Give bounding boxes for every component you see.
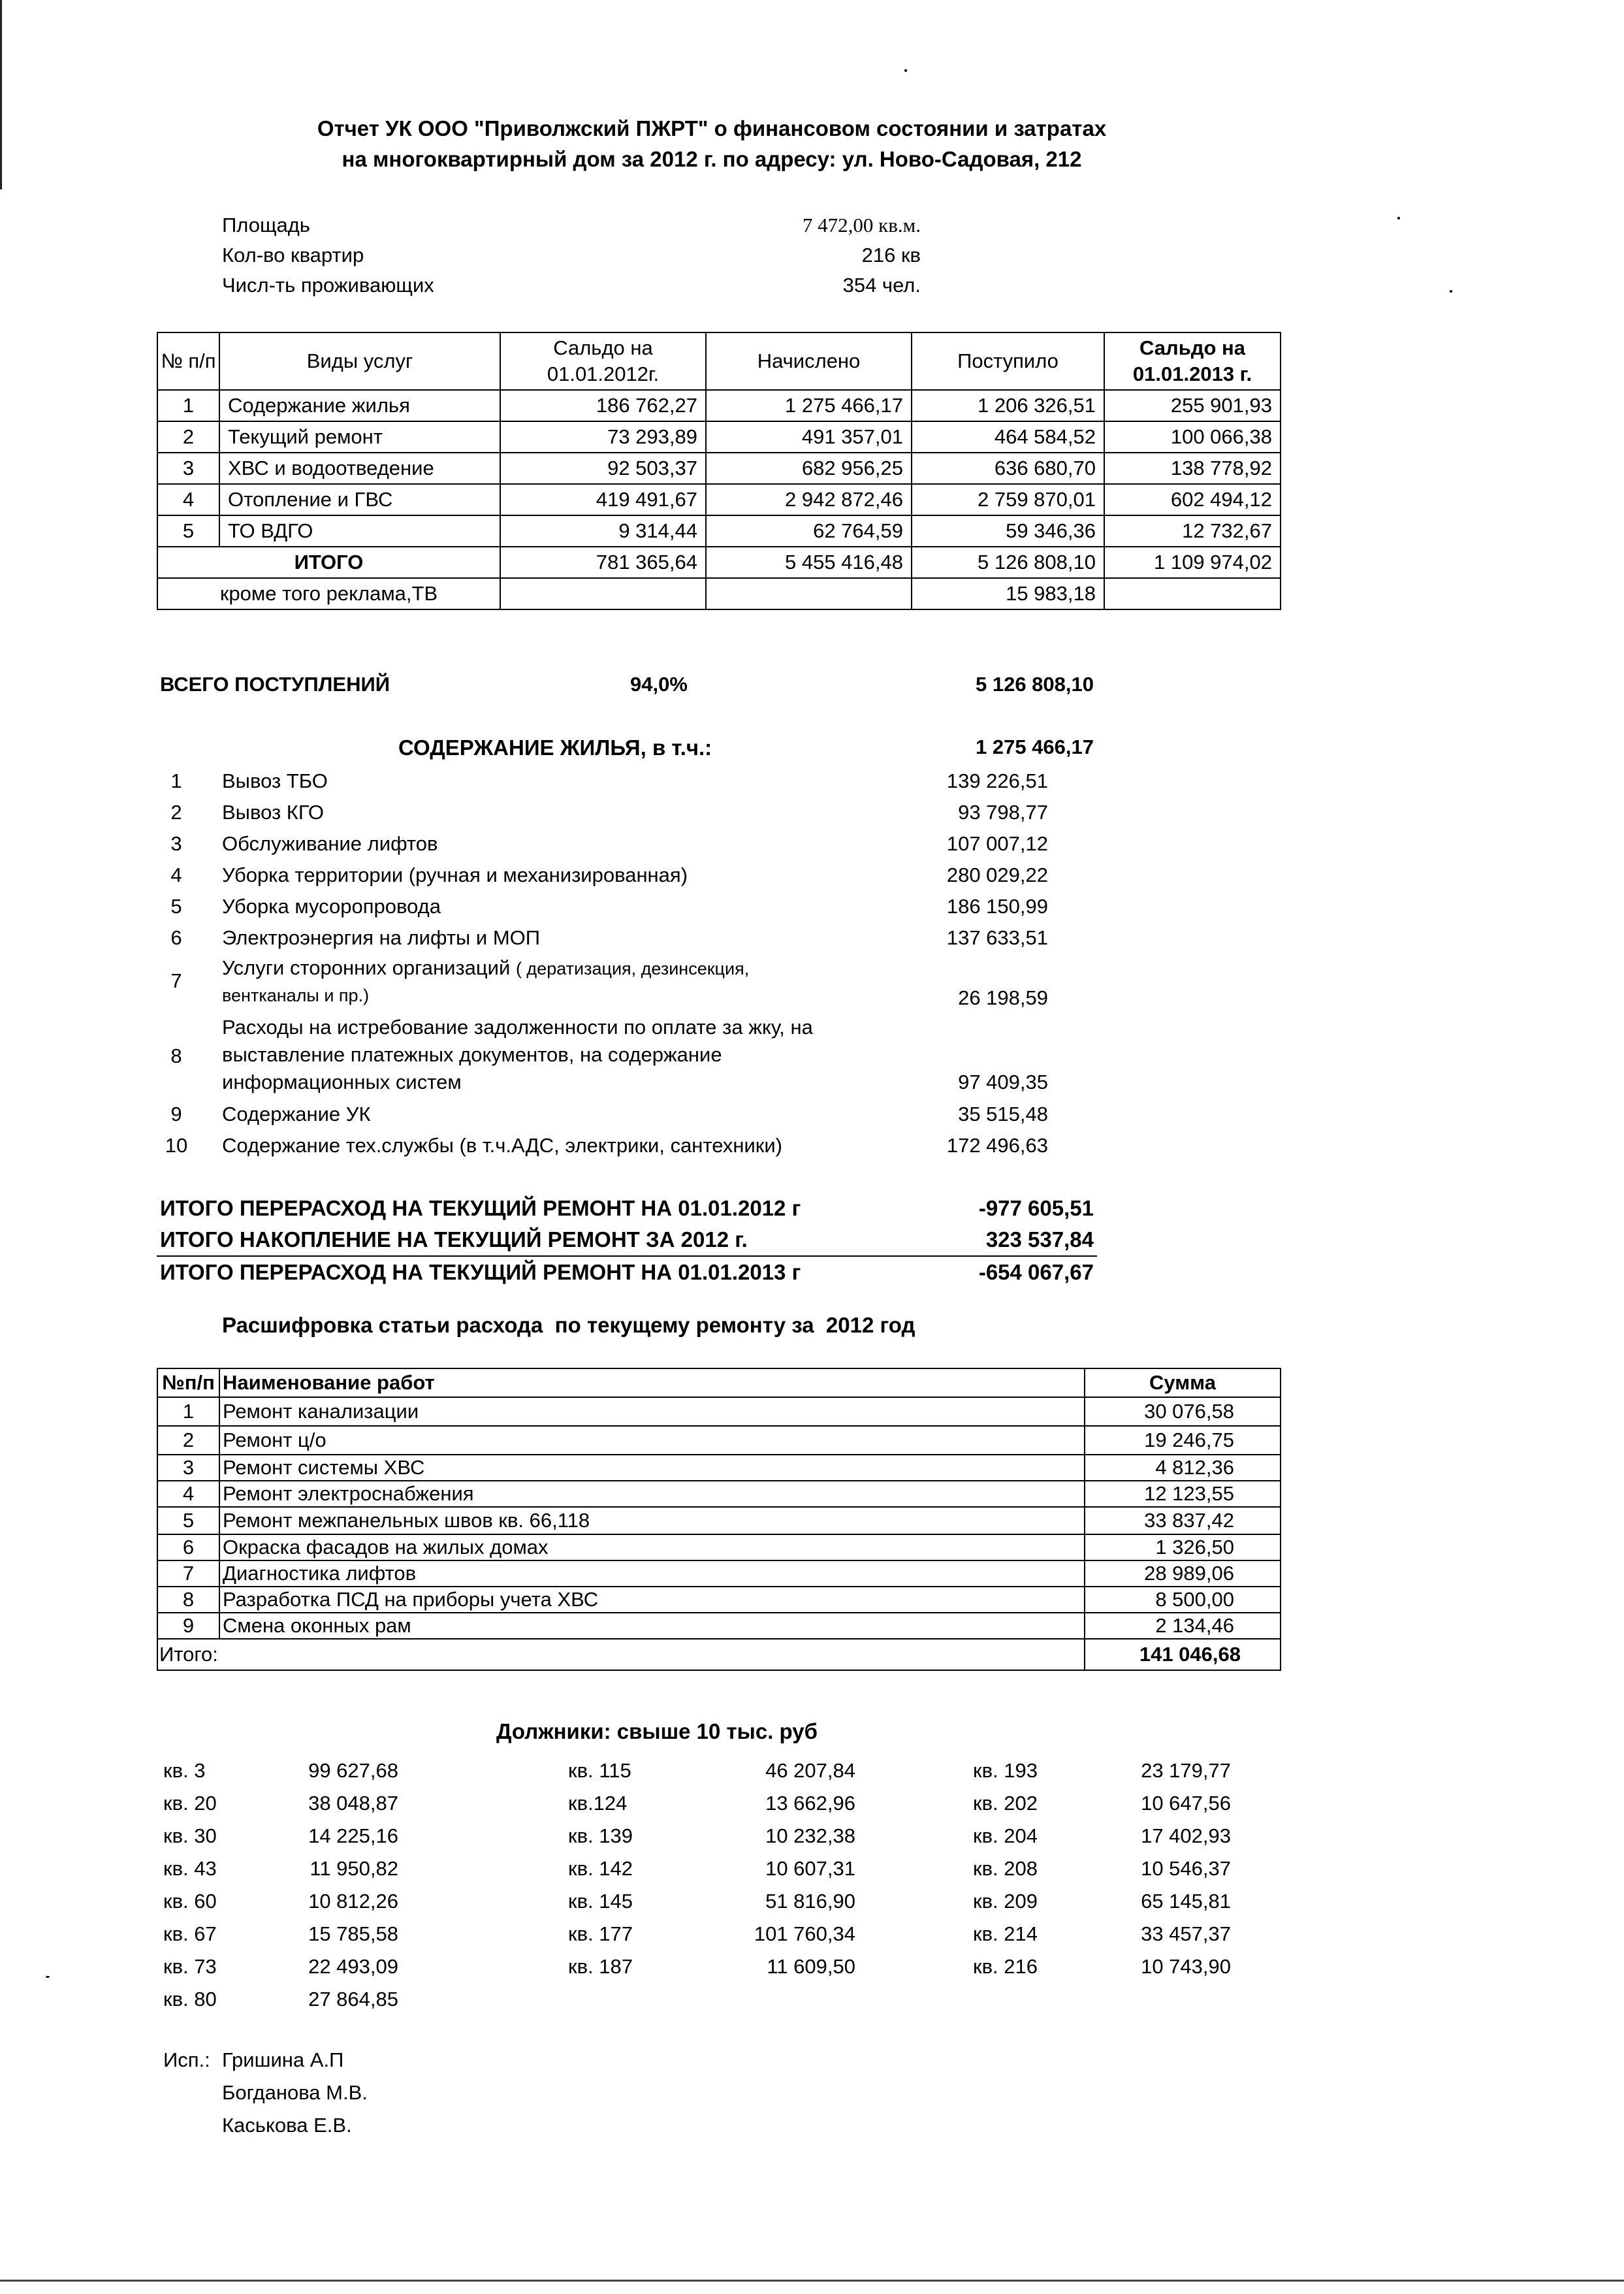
debtor-row <box>973 1787 1231 1820</box>
executor-name: Гришина А.П <box>222 2048 344 2071</box>
debtor-row <box>973 1918 1231 1950</box>
debtor-amount: 22 493,09 <box>308 1955 398 1978</box>
table-header-row <box>157 1368 1281 1397</box>
item-text: Вывоз ТБО <box>222 769 328 792</box>
work-name: Окраска фасадов на жилых домах <box>219 1534 1085 1560</box>
item-text-line-2: выставление платежных документов, на содержание <box>222 1043 722 1066</box>
debtor-amount: 99 627,68 <box>308 1759 398 1782</box>
repairs-title: Расшифровка статьи расхода по текущему ремонту за 2012 год <box>222 1313 915 1337</box>
header-cell: Сальдо на 01.01.2012г. <box>500 332 706 390</box>
debtor-apartment: кв. 60 <box>163 1890 217 1913</box>
list-item <box>160 1099 1094 1130</box>
work-sum: 8 500,00 <box>1085 1587 1281 1613</box>
item-value: 97 409,35 <box>958 1071 1048 1093</box>
table-row <box>157 1481 1281 1507</box>
scan-bottom-line <box>0 2280 1624 2282</box>
debtor-apartment: кв. 43 <box>163 1857 217 1880</box>
info-label: Числ-ть проживающих <box>222 274 434 297</box>
debtor-amount: 101 760,34 <box>754 1922 855 1945</box>
maintenance-title: СОДЕРЖАНИЕ ЖИЛЬЯ, в т.ч.: <box>398 735 712 760</box>
row-number: 4 <box>157 1481 219 1507</box>
info-label: Кол-во квартир <box>222 244 364 267</box>
table-cell: 1 206 326,51 <box>912 390 1104 421</box>
row-number: 9 <box>157 1613 219 1639</box>
header-cell: Сальдо на 01.01.2013 г. <box>1104 332 1281 390</box>
table-cell: 682 956,25 <box>706 453 912 484</box>
debtor-row <box>973 1885 1231 1918</box>
debtor-apartment: кв. 214 <box>973 1922 1038 1945</box>
debtor-amount: 10 546,37 <box>1141 1857 1231 1880</box>
item-value: 172 496,63 <box>946 1134 1048 1157</box>
list-item <box>160 954 1094 1014</box>
debtor-row <box>163 1918 398 1950</box>
list-item <box>160 828 1094 860</box>
executor-name: Богданова М.В. <box>222 2081 368 2104</box>
debtor-amount: 10 743,90 <box>1141 1955 1231 1978</box>
table-row <box>157 421 1281 453</box>
debtor-amount: 10 232,38 <box>765 1824 855 1847</box>
report-title-line-1: Отчет УК ООО "Приволжский ПЖРТ" о финансовом состоянии и затратах <box>317 116 1107 140</box>
item-value: 35 515,48 <box>958 1103 1048 1125</box>
list-item <box>160 766 1094 797</box>
table-cell: 138 778,92 <box>1104 453 1281 484</box>
table-cell: 636 680,70 <box>912 453 1104 484</box>
table-row <box>157 1534 1281 1560</box>
total-value: 141 046,68 <box>1085 1639 1281 1670</box>
table-row <box>157 1587 1281 1613</box>
table-cell: 464 584,52 <box>912 421 1104 453</box>
debtor-apartment: кв.124 <box>568 1792 628 1815</box>
service-name: Содержание жилья <box>219 390 500 421</box>
table-cell: 781 365,64 <box>500 547 706 578</box>
debtor-amount: 11 609,50 <box>767 1955 855 1978</box>
services-table <box>157 332 1281 610</box>
row-number: 1 <box>157 1397 219 1426</box>
debtor-amount: 38 048,87 <box>308 1792 398 1815</box>
debtor-row <box>973 1820 1231 1852</box>
scan-speck <box>46 1976 50 1978</box>
table-cell: 186 762,27 <box>500 390 706 421</box>
debtor-row <box>973 1852 1231 1885</box>
table-total-row <box>157 1639 1281 1670</box>
debtor-row <box>973 1754 1231 1787</box>
debtor-apartment: кв. 204 <box>973 1824 1038 1847</box>
table-cell: 59 346,36 <box>912 515 1104 547</box>
header-cell: Виды услуг <box>219 332 500 390</box>
work-sum: 2 134,46 <box>1085 1613 1281 1639</box>
table-cell: 1 109 974,02 <box>1104 547 1281 578</box>
debtor-apartment: кв. 142 <box>568 1857 633 1880</box>
repair-total-value: -977 605,51 <box>978 1196 1094 1220</box>
list-item <box>160 891 1094 922</box>
table-cell: 100 066,38 <box>1104 421 1281 453</box>
debtor-apartment: кв. 115 <box>568 1759 631 1782</box>
debtor-row <box>973 1950 1231 1983</box>
work-sum: 19 246,75 <box>1085 1426 1281 1455</box>
header-cell: №п/п <box>157 1368 219 1397</box>
maintenance-total: 1 275 466,17 <box>975 735 1094 758</box>
service-name: Отопление и ГВС <box>219 484 500 515</box>
repair-total-row <box>160 1224 1094 1255</box>
info-value: 216 кв <box>861 244 921 267</box>
table-row <box>157 390 1281 421</box>
debtor-row <box>163 1950 398 1983</box>
table-cell: 12 732,67 <box>1104 515 1281 547</box>
debtor-amount: 10 812,26 <box>308 1890 398 1913</box>
debtor-row <box>163 1820 398 1852</box>
debtor-row <box>568 1885 855 1918</box>
table-extra-row <box>157 578 1281 609</box>
table-cell: 255 901,93 <box>1104 390 1281 421</box>
row-number: 5 <box>157 1507 219 1534</box>
header-cell: Наименование работ <box>219 1368 1085 1397</box>
item-number: 1 <box>170 769 182 792</box>
work-name: Ремонт канализации <box>219 1397 1085 1426</box>
work-sum: 33 837,42 <box>1085 1507 1281 1534</box>
row-number: 2 <box>157 1426 219 1455</box>
debtor-apartment: кв. 20 <box>163 1792 217 1815</box>
debtor-apartment: кв. 145 <box>568 1890 633 1913</box>
executor-name: Каськова Е.В. <box>222 2114 352 2137</box>
item-text: Вывоз КГО <box>222 801 325 824</box>
debtor-amount: 13 662,96 <box>765 1792 855 1815</box>
work-name: Ремонт электроснабжения <box>219 1481 1085 1507</box>
row-number: 7 <box>157 1560 219 1587</box>
table-cell: 1 275 466,17 <box>706 390 912 421</box>
table-cell: 419 491,67 <box>500 484 706 515</box>
list-item <box>160 922 1094 954</box>
table-row <box>157 1397 1281 1426</box>
header-cell: Начислено <box>706 332 912 390</box>
table-cell <box>500 578 706 609</box>
item-text-main: Услуги сторонних организаций <box>222 956 511 979</box>
debtor-row <box>163 1852 398 1885</box>
list-item <box>160 797 1094 828</box>
debtor-amount: 17 402,93 <box>1141 1824 1231 1847</box>
table-cell: 5 455 416,48 <box>706 547 912 578</box>
table-cell: 73 293,89 <box>500 421 706 453</box>
debtor-row <box>163 1983 398 2016</box>
debtor-apartment: кв. 73 <box>163 1955 217 1978</box>
table-row <box>157 515 1281 547</box>
item-number: 3 <box>170 832 182 855</box>
total-label: ИТОГО <box>157 547 500 578</box>
item-value: 186 150,99 <box>946 895 1048 918</box>
service-name: ТО ВДГО <box>219 515 500 547</box>
table-row <box>157 1613 1281 1639</box>
debtor-amount: 23 179,77 <box>1141 1759 1231 1782</box>
table-total-row <box>157 547 1281 578</box>
item-text-note: ( дератизация, дезинсекция, <box>515 959 750 978</box>
scan-speck <box>1450 290 1452 293</box>
work-sum: 12 123,55 <box>1085 1481 1281 1507</box>
row-number: 4 <box>157 484 219 515</box>
table-cell <box>706 578 912 609</box>
debtor-row <box>568 1820 855 1852</box>
debtor-amount: 46 207,84 <box>765 1759 855 1782</box>
table-cell: 2 759 870,01 <box>912 484 1104 515</box>
item-text: Обслуживание лифтов <box>222 832 438 855</box>
repair-total-value: -654 067,67 <box>978 1260 1094 1284</box>
info-label: Площадь <box>222 214 310 236</box>
debtor-apartment: кв. 3 <box>163 1759 206 1782</box>
list-item <box>160 1130 1094 1161</box>
table-row <box>157 1560 1281 1587</box>
repair-total-row <box>160 1193 1094 1224</box>
service-name: ХВС и водоотведение <box>219 453 500 484</box>
item-text: Электроэнергия на лифты и МОП <box>222 926 541 949</box>
list-item <box>160 1014 1094 1099</box>
item-value: 107 007,12 <box>946 832 1048 855</box>
table-row <box>157 1426 1281 1455</box>
list-item <box>160 860 1094 891</box>
table-cell: 15 983,18 <box>912 578 1104 609</box>
debtor-amount: 11 950,82 <box>310 1857 398 1880</box>
debtor-row <box>163 1787 398 1820</box>
scan-speck <box>904 69 907 72</box>
item-value: 137 633,51 <box>946 926 1048 949</box>
item-number: 2 <box>170 801 182 824</box>
work-name: Ремонт ц/о <box>219 1426 1085 1455</box>
income-label: ВСЕГО ПОСТУПЛЕНИЙ <box>160 673 390 696</box>
debtor-apartment: кв. 177 <box>568 1922 633 1945</box>
income-value: 5 126 808,10 <box>975 673 1094 696</box>
debtor-apartment: кв. 216 <box>973 1955 1038 1978</box>
row-number: 6 <box>157 1534 219 1560</box>
item-number: 5 <box>170 895 182 918</box>
debtor-amount: 10 647,56 <box>1141 1792 1231 1815</box>
repair-total-row <box>160 1257 1094 1288</box>
row-number: 2 <box>157 421 219 453</box>
row-number: 5 <box>157 515 219 547</box>
debtor-amount: 27 864,85 <box>308 1988 398 2011</box>
debtor-row <box>568 1852 855 1885</box>
table-cell: 491 357,01 <box>706 421 912 453</box>
debtor-amount: 33 457,37 <box>1141 1922 1231 1945</box>
table-row <box>157 1455 1281 1481</box>
debtor-amount: 51 816,90 <box>765 1890 855 1913</box>
work-sum: 4 812,36 <box>1085 1455 1281 1481</box>
table-cell: 92 503,37 <box>500 453 706 484</box>
work-sum: 1 326,50 <box>1085 1534 1281 1560</box>
service-name: Текущий ремонт <box>219 421 500 453</box>
debtors-title: Должники: свыше 10 тыс. руб <box>496 1719 818 1743</box>
debtor-apartment: кв. 187 <box>568 1955 633 1978</box>
debtor-apartment: кв. 67 <box>163 1922 217 1945</box>
item-text: Уборка мусоропровода <box>222 895 441 918</box>
row-number: 3 <box>157 453 219 484</box>
row-number: 1 <box>157 390 219 421</box>
debtor-row <box>568 1754 855 1787</box>
debtor-apartment: кв. 208 <box>973 1857 1038 1880</box>
work-sum: 28 989,06 <box>1085 1560 1281 1587</box>
item-value: 26 198,59 <box>958 986 1048 1009</box>
item-number: 8 <box>170 1044 182 1067</box>
repair-total-label: ИТОГО ПЕРЕРАСХОД НА ТЕКУЩИЙ РЕМОНТ НА 01.01.2013 г <box>160 1260 801 1284</box>
debtor-row <box>568 1918 855 1950</box>
item-text: Содержание тех.службы (в т.ч.АДС, электрики, сантехники) <box>222 1134 782 1157</box>
debtor-row <box>163 1885 398 1918</box>
item-number: 6 <box>170 926 182 949</box>
table-cell: 602 494,12 <box>1104 484 1281 515</box>
work-name: Ремонт системы ХВС <box>219 1455 1085 1481</box>
debtor-row <box>568 1787 855 1820</box>
table-row <box>157 453 1281 484</box>
executors-label: Исп.: <box>163 2048 210 2071</box>
item-number: 4 <box>170 864 182 886</box>
repairs-table <box>157 1368 1281 1671</box>
extra-label: кроме того реклама,ТВ <box>157 578 500 609</box>
row-number: 8 <box>157 1587 219 1613</box>
table-cell: 62 764,59 <box>706 515 912 547</box>
debtor-amount: 10 607,31 <box>765 1857 855 1880</box>
debtor-apartment: кв. 209 <box>973 1890 1038 1913</box>
repair-total-label: ИТОГО ПЕРЕРАСХОД НА ТЕКУЩИЙ РЕМОНТ НА 01.01.2012 г <box>160 1196 801 1220</box>
work-name: Диагностика лифтов <box>219 1560 1085 1587</box>
item-value: 280 029,22 <box>946 864 1048 886</box>
report-title-line-2: на многоквартирный дом за 2012 г. по адресу: ул. Ново-Садовая, 212 <box>342 147 1082 171</box>
item-number: 10 <box>165 1134 188 1157</box>
work-name: Разработка ПСД на приборы учета ХВС <box>219 1587 1085 1613</box>
debtor-amount: 65 145,81 <box>1141 1890 1231 1913</box>
scan-speck <box>1397 217 1400 219</box>
item-number: 7 <box>170 969 182 992</box>
item-number: 9 <box>170 1103 182 1125</box>
table-cell: 2 942 872,46 <box>706 484 912 515</box>
table-row <box>157 484 1281 515</box>
debtor-apartment: кв. 80 <box>163 1988 217 2011</box>
table-row <box>157 1507 1281 1534</box>
debtor-apartment: кв. 193 <box>973 1759 1038 1782</box>
income-percent: 94,0% <box>630 673 688 696</box>
debtor-amount: 14 225,16 <box>308 1824 398 1847</box>
item-text: Содержание УК <box>222 1103 371 1125</box>
debtor-apartment: кв. 139 <box>568 1824 633 1847</box>
total-label: Итого: <box>157 1639 1085 1670</box>
repair-total-label: ИТОГО НАКОПЛЕНИЕ НА ТЕКУЩИЙ РЕМОНТ ЗА 2012 г. <box>160 1227 748 1252</box>
debtor-apartment: кв. 30 <box>163 1824 217 1847</box>
header-cell: Сумма <box>1085 1368 1281 1397</box>
info-value: 7 472,00 кв.м. <box>802 214 921 236</box>
table-cell: 9 314,44 <box>500 515 706 547</box>
item-text: Уборка территории (ручная и механизированная) <box>222 864 688 886</box>
debtor-row <box>568 1950 855 1983</box>
header-cell: Поступило <box>912 332 1104 390</box>
debtor-row <box>163 1754 398 1787</box>
header-cell: № п/п <box>157 332 219 390</box>
work-name: Смена оконных рам <box>219 1613 1085 1639</box>
debtor-apartment: кв. 202 <box>973 1792 1038 1815</box>
row-number: 3 <box>157 1455 219 1481</box>
item-value: 93 798,77 <box>958 801 1048 824</box>
item-text-line-1: Расходы на истребование задолженности по оплате за жку, на <box>222 1016 813 1039</box>
item-text-note-2: вентканалы и пр.) <box>222 986 370 1005</box>
debtor-amount: 15 785,58 <box>308 1922 398 1945</box>
info-value: 354 чел. <box>842 274 921 297</box>
table-cell: 5 126 808,10 <box>912 547 1104 578</box>
repair-total-value: 323 537,84 <box>985 1227 1094 1252</box>
table-cell <box>1104 578 1281 609</box>
table-header-row <box>157 332 1281 390</box>
work-name: Ремонт межпанельных швов кв. 66,118 <box>219 1507 1085 1534</box>
item-value: 139 226,51 <box>946 769 1048 792</box>
item-text-line-3: информационных систем <box>222 1071 462 1093</box>
work-sum: 30 076,58 <box>1085 1397 1281 1426</box>
